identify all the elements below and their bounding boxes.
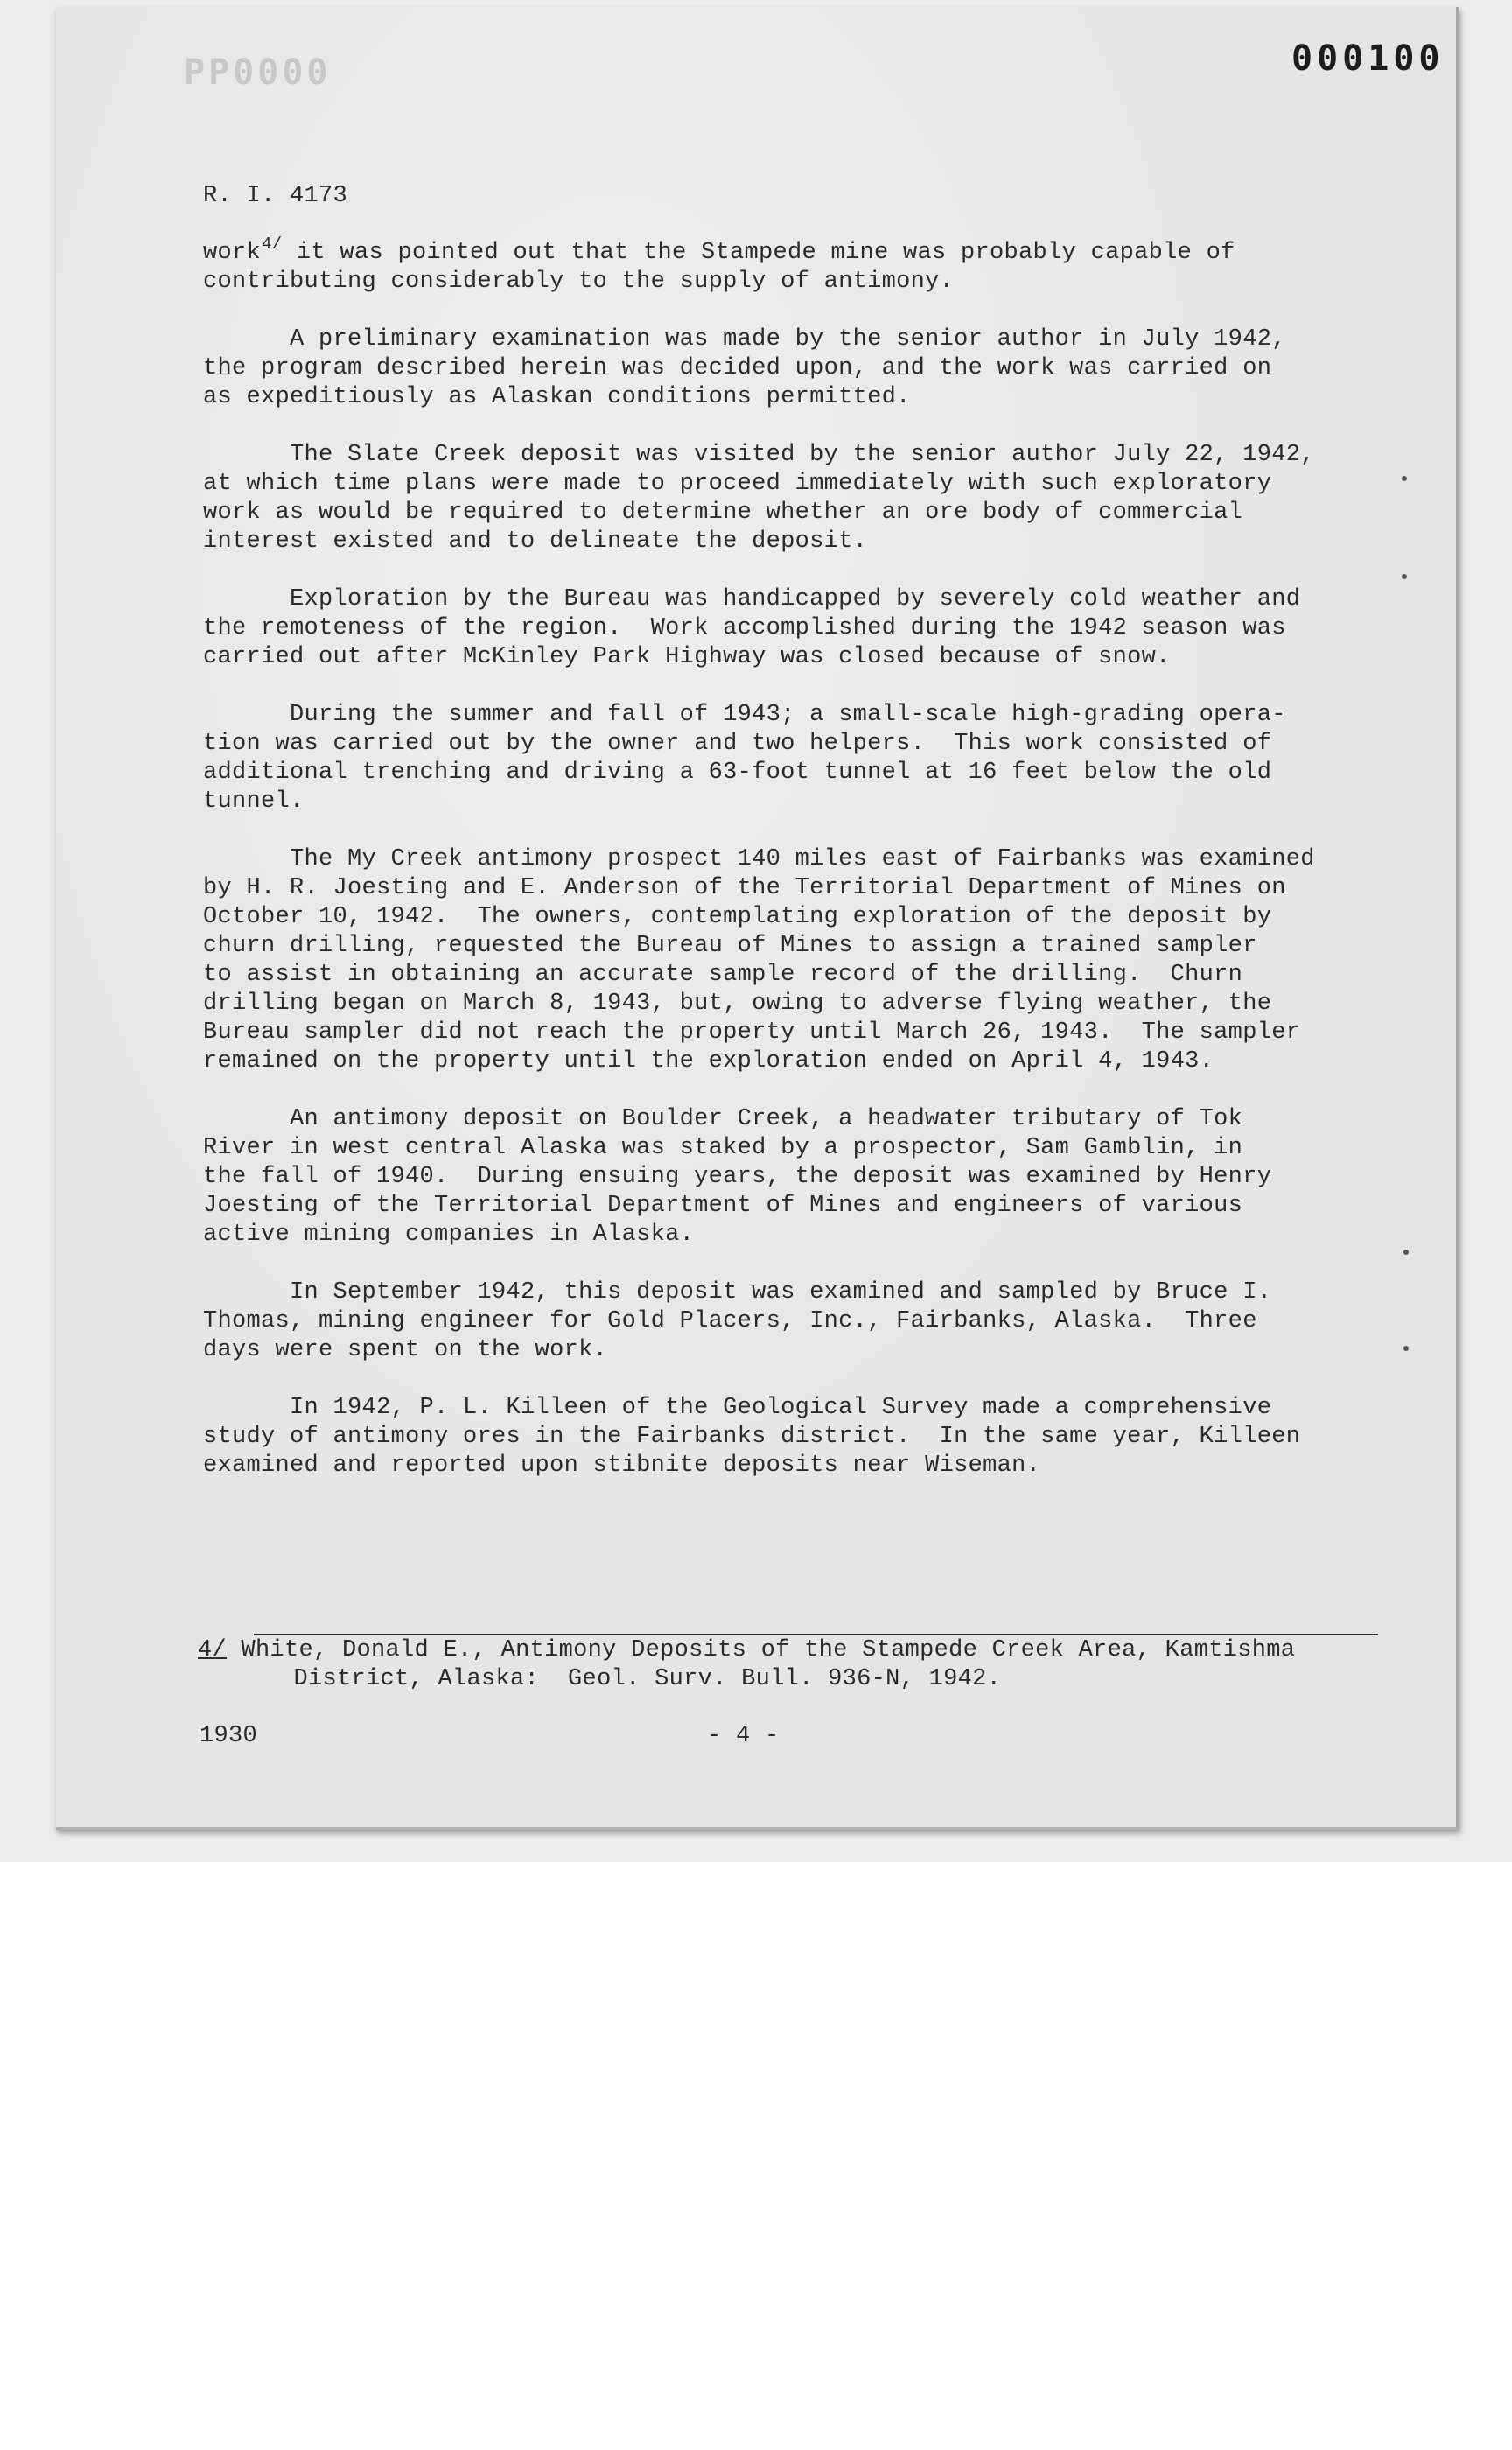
paragraph-6-line: An antimony deposit on Boulder Creek, a headwater tributary of Tok <box>203 1106 1243 1132</box>
paragraph-3-line: Exploration by the Bureau was handicapped by severely cold weather and <box>203 586 1301 612</box>
faint-bleed-through-stamp: PP0000 <box>184 52 332 93</box>
paragraph-6-line: the fall of 1940. During ensuing years, the deposit was examined by Henry <box>203 1164 1272 1190</box>
scan-speck <box>1404 1250 1409 1255</box>
paragraph-2-line: at which time plans were made to proceed immediately with such exploratory <box>203 471 1272 497</box>
footnote-citation: White, Donald E., Antimony Deposits of the Stampede Creek Area, Kamtishma <box>227 1637 1296 1663</box>
scan-speck <box>1402 476 1407 481</box>
paragraph-6-line: Joesting of the Territorial Department of Mines and engineers of various <box>203 1193 1243 1219</box>
opening-line-1-rest: it was pointed out that the Stampede mine was probably capable of <box>282 240 1236 266</box>
paragraph-8-line: In 1942, P. L. Killeen of the Geological Survey made a comprehensive <box>203 1395 1272 1421</box>
report-header: R. I. 4173 <box>203 183 348 209</box>
paragraph-5-line: churn drilling, requested the Bureau of Mines to assign a trained sampler <box>203 933 1257 959</box>
paragraph-1-line: A preliminary examination was made by the senior author in July 1942, <box>203 326 1286 353</box>
paragraph-2-line: work as would be required to determine whether an ore body of commercial <box>203 500 1243 526</box>
paragraph-5-line: Bureau sampler did not reach the property until March 26, 1943. The sampler <box>203 1019 1301 1046</box>
paragraph-2-line: The Slate Creek deposit was visited by the senior author July 22, 1942, <box>203 442 1315 468</box>
paragraph-4-line: During the summer and fall of 1943; a small-scale high-grading opera- <box>203 702 1286 728</box>
paragraph-6-line: active mining companies in Alaska. <box>203 1222 695 1248</box>
opening-line-2: contributing considerably to the supply of antimony. <box>203 269 955 295</box>
paragraph-3-line: carried out after McKinley Park Highway was closed because of snow. <box>203 644 1171 670</box>
footnote-reference: 4/ <box>262 234 283 254</box>
paragraph-4-line: additional trenching and driving a 63-foot tunnel at 16 feet below the old <box>203 760 1272 786</box>
footer-number: 1930 <box>200 1723 258 1749</box>
paragraph-5-line: October 10, 1942. The owners, contemplating exploration of the deposit by <box>203 904 1272 930</box>
paragraph-4-line: tion was carried out by the owner and two helpers. This work consisted of <box>203 731 1272 757</box>
paragraph-5-line: by H. R. Joesting and E. Anderson of the Territorial Department of Mines on <box>203 875 1286 901</box>
document-page <box>56 7 1459 1830</box>
paragraph-8-line: study of antimony ores in the Fairbanks district. In the same year, Killeen <box>203 1424 1301 1450</box>
paragraph-1-line: the program described herein was decided upon, and the work was carried on <box>203 355 1272 382</box>
paragraph-6-line: River in west central Alaska was staked by a prospector, Sam Gamblin, in <box>203 1135 1243 1161</box>
opening-word: work <box>203 240 262 266</box>
paragraph-5-line: The My Creek antimony prospect 140 miles east of Fairbanks was examined <box>203 846 1315 872</box>
footnote-line-2: District, Alaska: Geol. Surv. Bull. 936-N, 1942. <box>250 1666 1002 1692</box>
paragraph-5-line: remained on the property until the exploration ended on April 4, 1943. <box>203 1048 1214 1074</box>
paragraph-7-line: Thomas, mining engineer for Gold Placers, Inc., Fairbanks, Alaska. Three <box>203 1308 1257 1334</box>
footnote-mark: 4/ <box>198 1637 228 1663</box>
footnote-separator <box>254 1634 1378 1635</box>
paragraph-2-line: interest existed and to delineate the deposit. <box>203 528 868 555</box>
paragraph-7-line: In September 1942, this deposit was examined and sampled by Bruce I. <box>203 1279 1272 1306</box>
footnote-line-1 <box>198 1636 1295 1665</box>
opening-line-1 <box>203 234 1236 269</box>
paragraph-7-line: days were spent on the work. <box>203 1337 608 1363</box>
serial-number-stamp: 000100 <box>1292 38 1445 79</box>
paragraph-5-line: to assist in obtaining an accurate sample record of the drilling. Churn <box>203 962 1243 988</box>
page-number: - 4 - <box>707 1723 780 1749</box>
paragraph-1-line: as expeditiously as Alaskan conditions permitted. <box>203 384 911 410</box>
paragraph-4-line: tunnel. <box>203 788 304 815</box>
paragraph-8-line: examined and reported upon stibnite deposits near Wiseman. <box>203 1452 1041 1479</box>
paragraph-5-line: drilling began on March 8, 1943, but, owing to adverse flying weather, the <box>203 990 1272 1017</box>
paragraph-3-line: the remoteness of the region. Work accomplished during the 1942 season was <box>203 615 1286 641</box>
scan-speck <box>1404 1346 1409 1351</box>
scan-speck <box>1402 574 1407 579</box>
